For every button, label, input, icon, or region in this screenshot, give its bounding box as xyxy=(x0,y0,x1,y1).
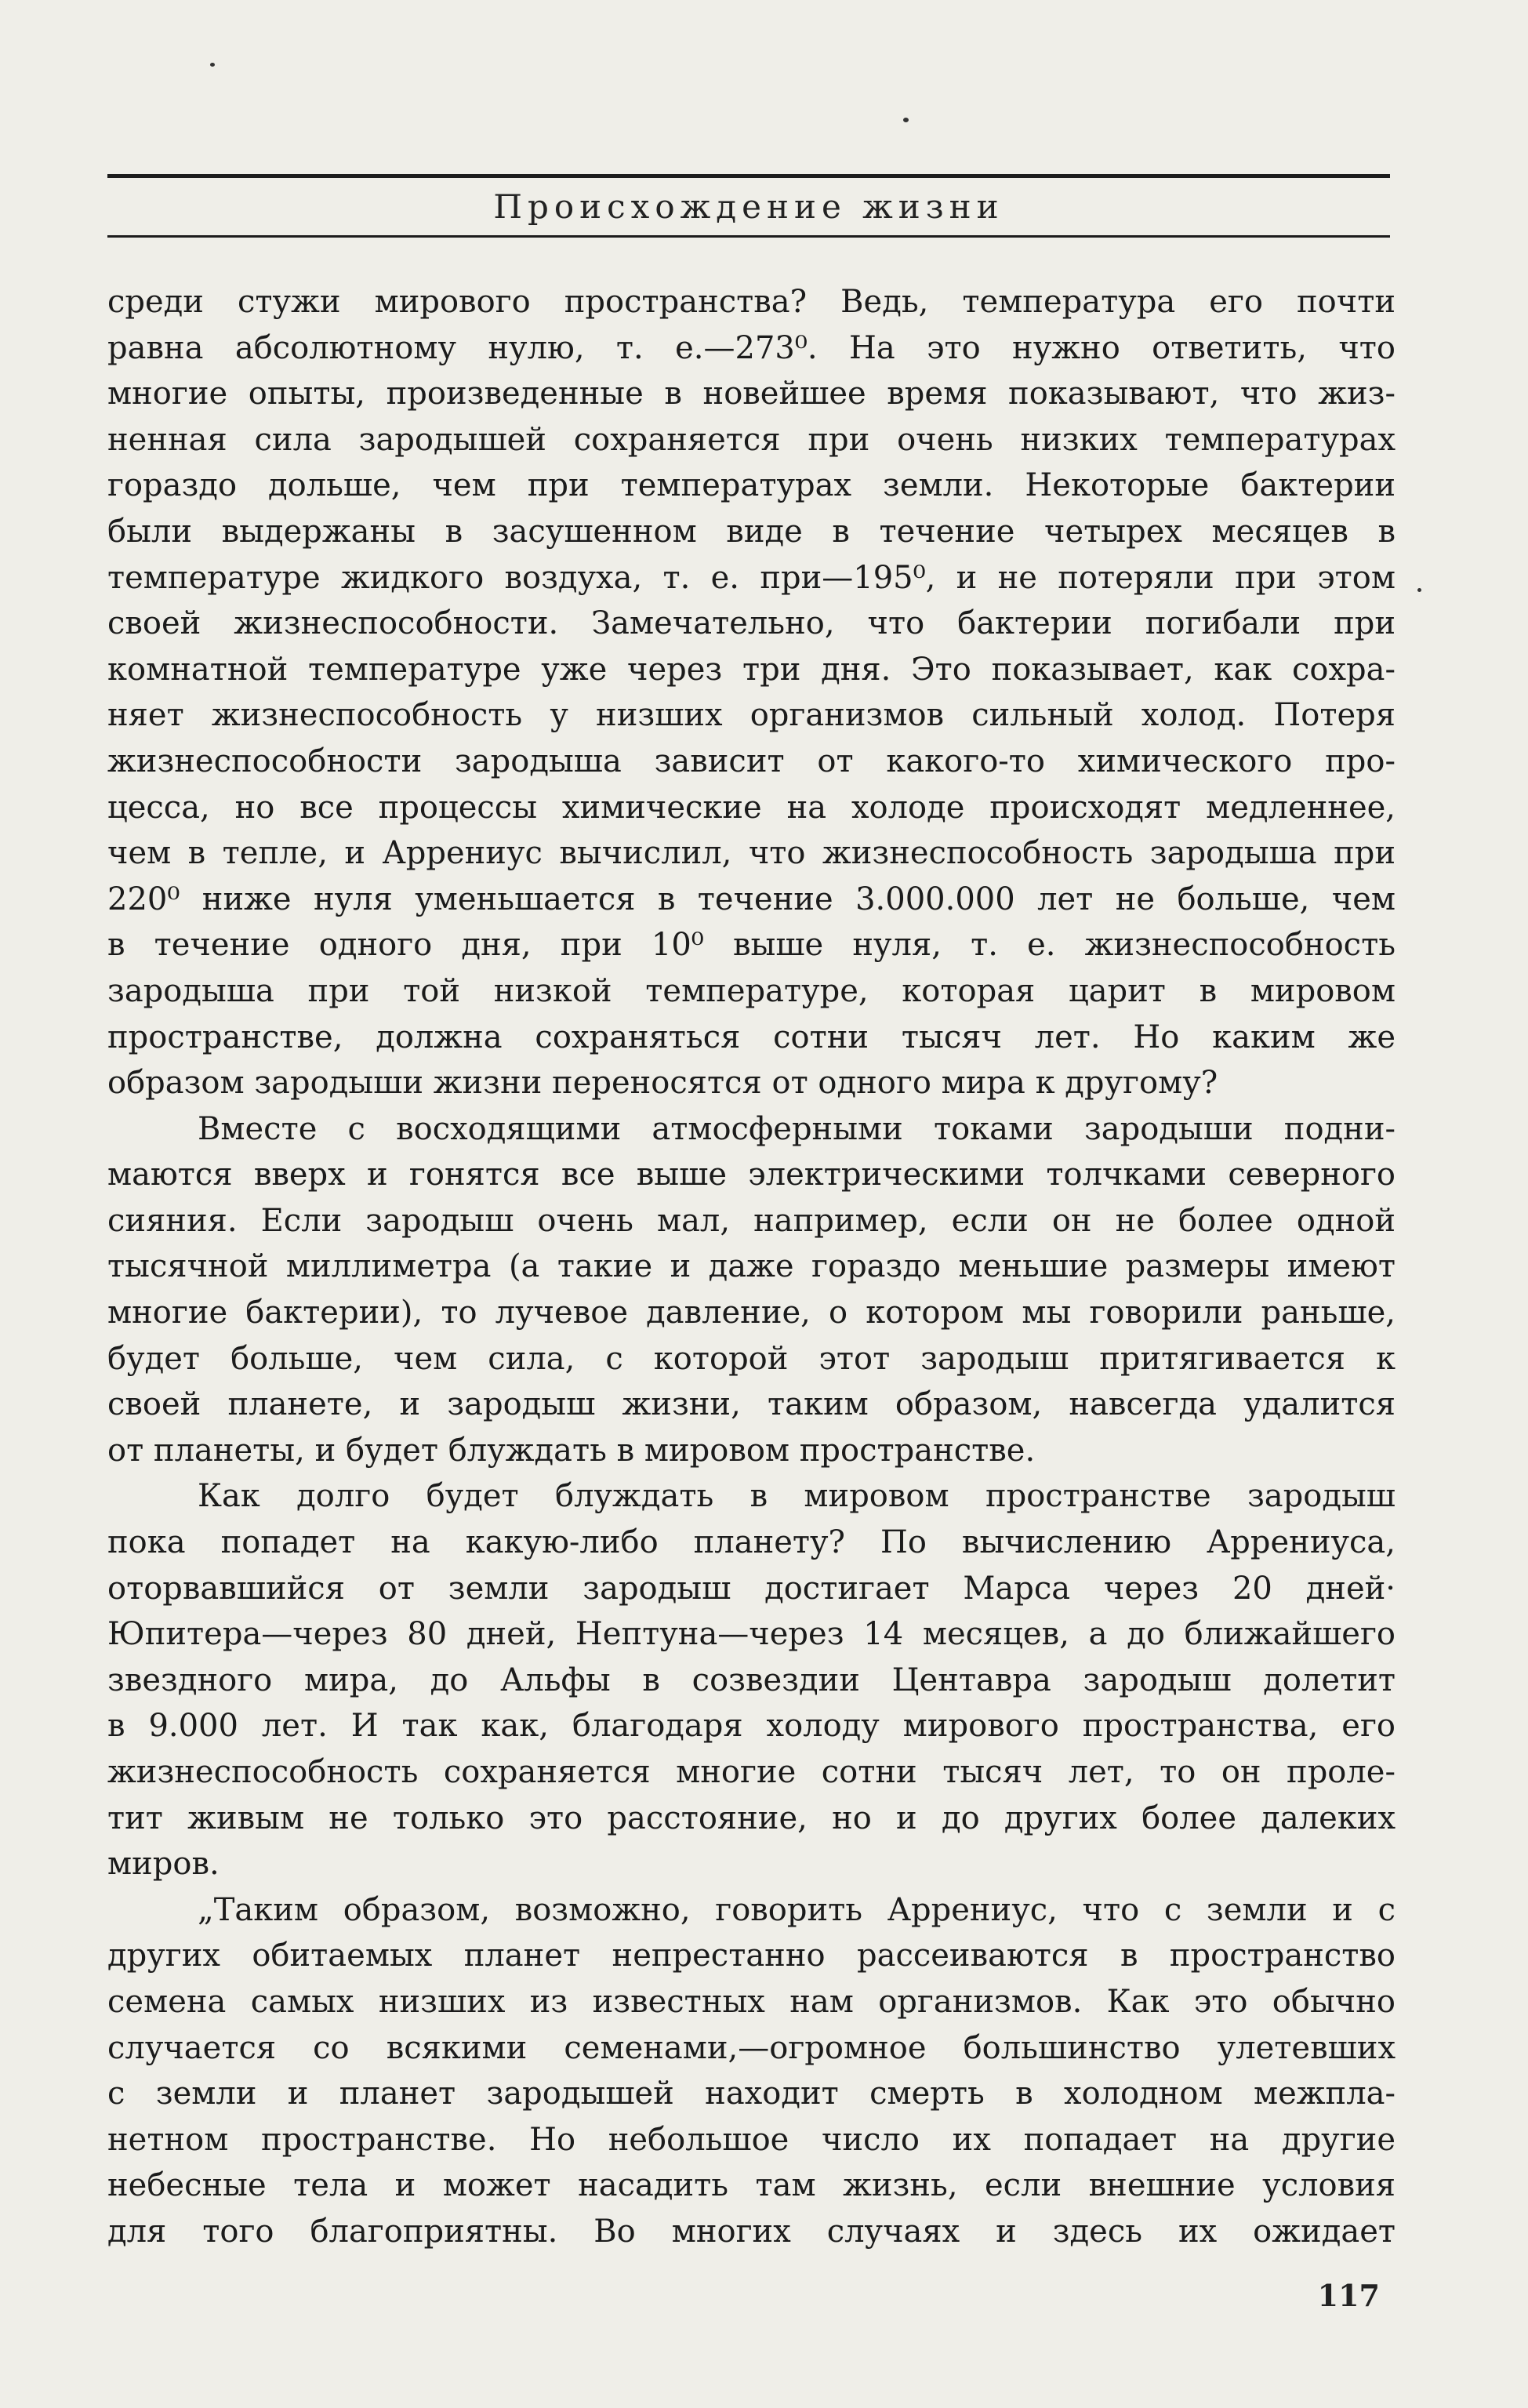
text-line: пространстве, должна сохраняться сотни тысяч лет. Но каким же xyxy=(107,1019,1396,1055)
text-line: своей планете, и зародыш жизни, таким образом, навсегда удалится xyxy=(107,1386,1396,1423)
running-head: Происхождение жизни xyxy=(493,187,1004,226)
text-line: миров. xyxy=(107,1846,220,1883)
text-line: многие опыты, произведенные в новейшее время показывают, что жиз- xyxy=(107,376,1396,412)
header-rule-top xyxy=(107,174,1390,178)
text-line: многие бактерии), то лучевое давление, о котором мы говорили раньше, xyxy=(107,1295,1396,1331)
text-line: температуре жидкого воздуха, т. е. при—195⁰, и не потеряли при этом xyxy=(107,559,1396,596)
text-line: гораздо дольше, чем при температурах земли. Некоторые бактерии xyxy=(107,467,1396,504)
text-line: с земли и планет зародышей находит смерть в холодном межпла- xyxy=(107,2076,1396,2112)
text-line: в 9.000 лет. И так как, благодаря холоду мирового пространства, его xyxy=(107,1708,1396,1745)
text-line: чем в тепле, и Аррениус вычислил, что жизнеспособность зародыша при xyxy=(107,835,1396,872)
text-line: 220⁰ ниже нуля уменьшается в течение 3.000.000 лет не больше, чем xyxy=(107,881,1396,917)
text-line: маются вверх и гонятся все выше электрическими толчками северного xyxy=(107,1157,1396,1193)
text-line: жизнеспособность сохраняется многие сотни тысяч лет, то он проле- xyxy=(107,1754,1396,1790)
text-line: были выдержаны в засушенном виде в течение четырех месяцев в xyxy=(107,513,1396,550)
text-line: Вместе с восходящими атмосферными токами зародыши подни- xyxy=(198,1110,1396,1147)
text-line: комнатной температуре уже через три дня. Это показывает, как сохра- xyxy=(107,651,1396,688)
text-line: няет жизнеспособность у низших организмов сильный холод. Потеря xyxy=(107,697,1396,734)
text-line: других обитаемых планет непрестанно рассеиваются в пространство xyxy=(107,1938,1396,1974)
text-line: „Таким образом, возможно, говорить Аррениус, что с земли и с xyxy=(198,1891,1396,1928)
page-number: 117 xyxy=(1317,2278,1380,2313)
ink-speck xyxy=(210,63,215,67)
text-line: тысячной миллиметра (а такие и даже гораздо меньшие размеры имеют xyxy=(107,1248,1396,1285)
body-text xyxy=(107,279,1396,2255)
text-line: пока попадет на какую-либо планету? По вычислению Аррениуса, xyxy=(107,1524,1396,1561)
text-line: Как долго будет блуждать в мировом пространстве зародыш xyxy=(198,1478,1396,1515)
text-line: сияния. Если зародыш очень мал, например, если он не более одной xyxy=(107,1202,1396,1239)
ink-speck xyxy=(1417,588,1421,592)
text-line: нетном пространстве. Но небольшое число их попадает на другие xyxy=(107,2121,1396,2158)
ink-speck xyxy=(903,118,909,122)
text-line: жизнеспособности зародыша зависит от какого-то химического про- xyxy=(107,743,1396,779)
text-line: семена самых низших из известных нам организмов. Как это обычно xyxy=(107,1983,1396,2020)
text-line: цесса, но все процессы химические на холоде происходят медленнее, xyxy=(107,789,1396,826)
text-line: образом зародыши жизни переносятся от одного мира к другому? xyxy=(107,1065,1218,1102)
text-line: случается со всякими семенами,—огромное большинство улетевших xyxy=(107,2029,1396,2066)
text-line: звездного мира, до Альфы в созвездии Центавра зародыш долетит xyxy=(107,1662,1396,1698)
text-line: Юпитера—через 80 дней, Нептуна—через 14 месяцев, а до ближайшего xyxy=(107,1616,1396,1653)
text-line: своей жизнеспособности. Замечательно, что бактерии погибали при xyxy=(107,605,1396,642)
text-line: равна абсолютному нулю, т. е.—273⁰. На это нужно ответить, что xyxy=(107,329,1396,366)
text-line: тит живым не только это расстояние, но и до других более далеких xyxy=(107,1800,1396,1836)
text-line: от планеты, и будет блуждать в мировом пространстве. xyxy=(107,1432,1036,1469)
header-rule-bottom xyxy=(107,235,1390,238)
text-line: оторвавшийся от земли зародыш достигает Марса через 20 дней· xyxy=(107,1570,1396,1607)
text-line: ненная сила зародышей сохраняется при очень низких температурах xyxy=(107,421,1396,458)
text-line: для того благоприятны. Во многих случаях и здесь их ожидает xyxy=(107,2213,1396,2250)
text-line: небесные тела и может насадить там жизнь, если внешние условия xyxy=(107,2167,1396,2204)
text-line: зародыша при той низкой температуре, которая царит в мировом xyxy=(107,972,1396,1009)
text-line: в течение одного дня, при 10⁰ выше нуля, т. е. жизнеспособность xyxy=(107,927,1396,964)
text-line: среди стужи мирового пространства? Ведь, температура его почти xyxy=(107,284,1396,320)
text-line: будет больше, чем сила, с которой этот зародыш притягивается к xyxy=(107,1340,1396,1377)
